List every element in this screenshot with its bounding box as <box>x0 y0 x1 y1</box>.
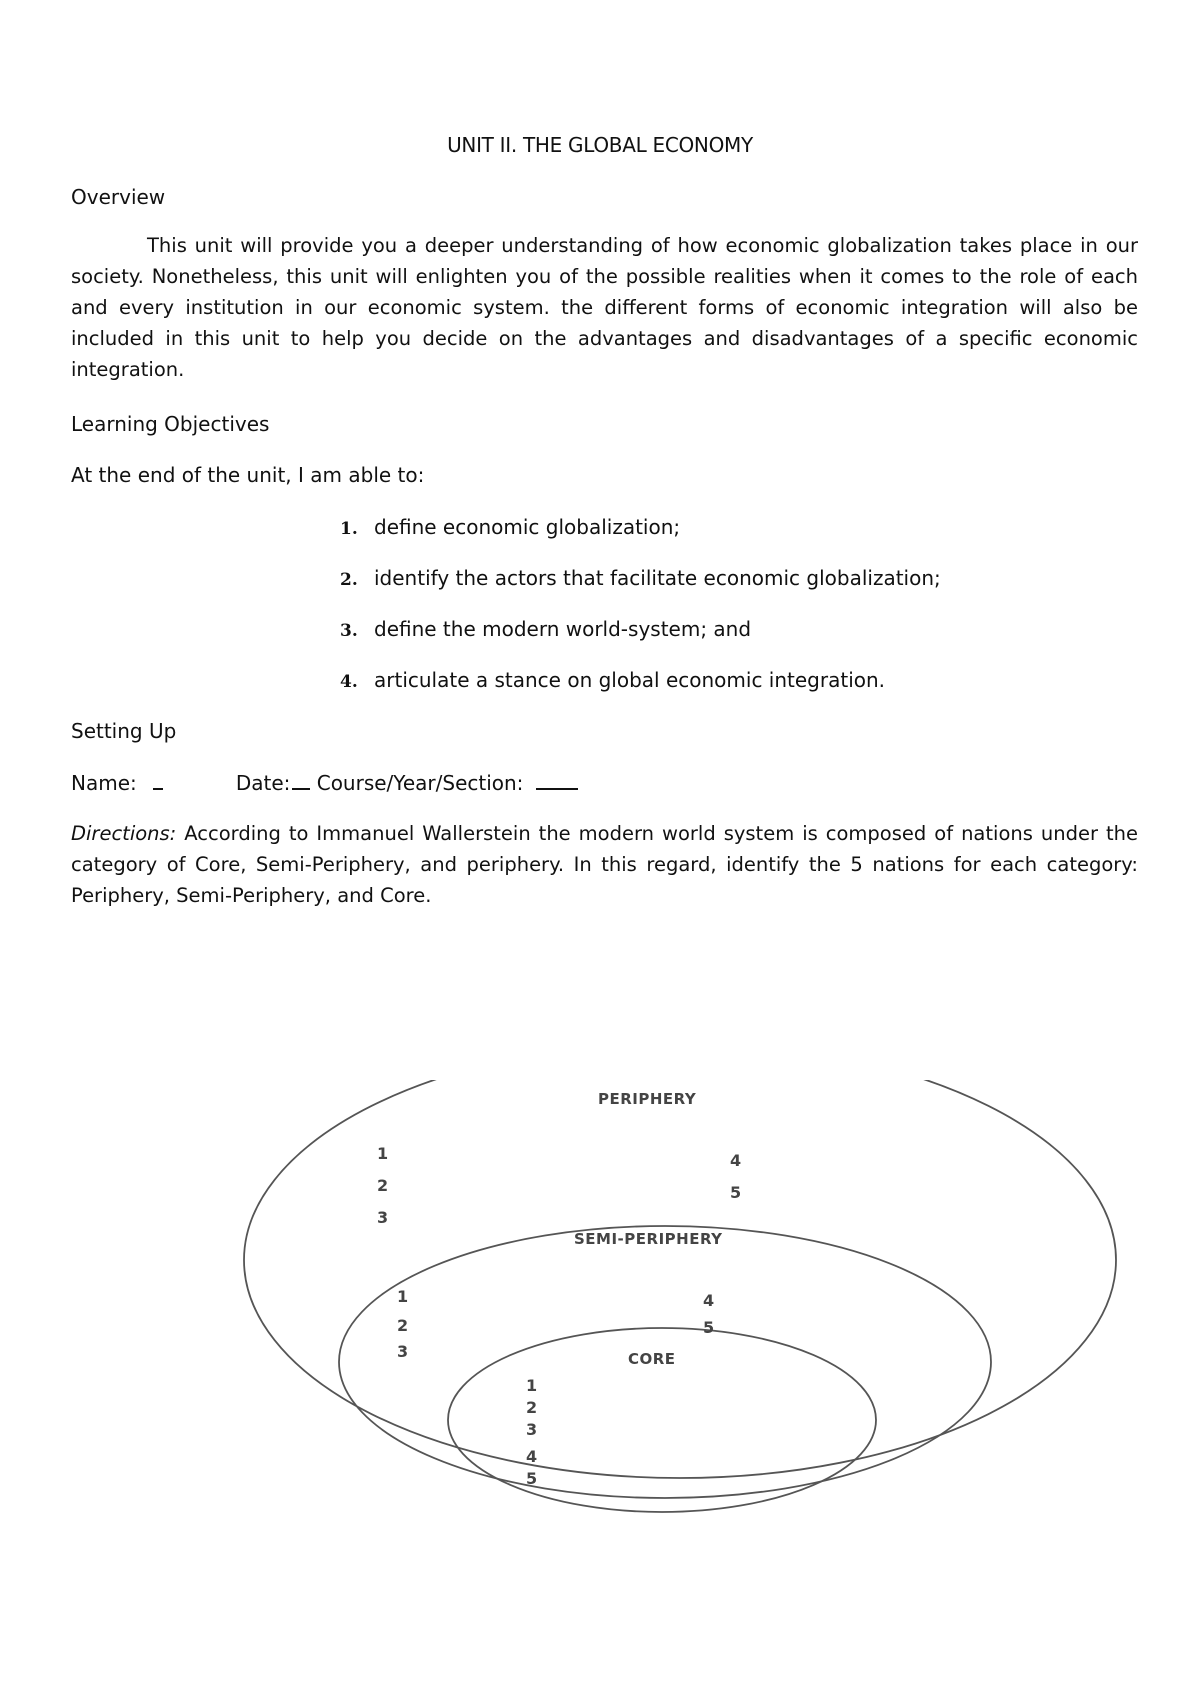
objective-number: 1. <box>340 519 358 539</box>
overview-heading: Overview <box>71 185 166 209</box>
semi-periphery-label: SEMI-PERIPHERY <box>574 1230 723 1248</box>
objective-number: 4. <box>340 672 358 692</box>
periphery-ellipse <box>244 1080 1116 1478</box>
periphery-number: 5 <box>730 1183 742 1202</box>
core-number: 5 <box>526 1469 538 1488</box>
semi-periphery-number: 4 <box>703 1291 715 1310</box>
date-label: Date: <box>235 771 291 795</box>
semi-periphery-number: 2 <box>397 1316 409 1335</box>
setting-up-heading: Setting Up <box>71 719 177 743</box>
objective-item <box>340 515 680 539</box>
overview-paragraph: This unit will provide you a deeper understanding of how economic globalization takes place in our society. Nonetheless, this unit will enlighten you of the possible realities when it comes to the role of each and every institution in our economic system. the different forms of economic integration will also be included in this unit to help you decide on the advantages and disadvantages of a specific economic integration. <box>71 234 1138 381</box>
page-title: UNIT II. THE GLOBAL ECONOMY <box>447 133 753 157</box>
core-number: 4 <box>526 1447 538 1466</box>
objective-number: 2. <box>340 570 358 590</box>
world-system-diagram <box>230 1080 1130 1540</box>
course-label: Course/Year/Section: <box>316 771 524 795</box>
course-blank[interactable] <box>536 770 578 790</box>
periphery-number: 4 <box>730 1151 742 1170</box>
semi-periphery-number: 3 <box>397 1342 409 1361</box>
student-info-line <box>71 770 578 795</box>
objective-text: identify the actors that facilitate economic globalization; <box>374 566 941 590</box>
periphery-number: 1 <box>377 1144 389 1163</box>
objective-item <box>340 566 941 590</box>
core-number: 3 <box>526 1420 538 1439</box>
objective-number: 3. <box>340 621 358 641</box>
objective-text: articulate a stance on global economic integration. <box>374 668 886 692</box>
periphery-number: 3 <box>377 1208 389 1227</box>
objective-item <box>340 668 885 692</box>
core-number: 1 <box>526 1376 538 1395</box>
name-blank[interactable] <box>153 770 163 790</box>
objectives-intro: At the end of the unit, I am able to: <box>71 463 425 487</box>
objective-text: define economic globalization; <box>374 515 681 539</box>
core-label: CORE <box>628 1350 676 1368</box>
date-blank[interactable] <box>292 770 310 790</box>
name-label: Name: <box>71 771 137 795</box>
objectives-heading: Learning Objectives <box>71 412 270 436</box>
periphery-label: PERIPHERY <box>598 1090 697 1108</box>
directions-paragraph <box>71 818 1138 911</box>
objective-text: define the modern world-system; and <box>374 617 752 641</box>
semi-periphery-number: 1 <box>397 1287 409 1306</box>
core-number: 2 <box>526 1398 538 1417</box>
directions-label: Directions: <box>71 822 177 845</box>
periphery-number: 2 <box>377 1176 389 1195</box>
objective-item <box>340 617 751 641</box>
semi-periphery-number: 5 <box>703 1318 715 1337</box>
concentric-ellipses <box>230 1080 1130 1540</box>
directions-text: According to Immanuel Wallerstein the modern world system is composed of nations under the category of Core, Semi-Periphery, and periphery. In this regard, identify the 5 nations for each category: Periphery, Semi-Periphery, and Core. <box>71 822 1139 907</box>
